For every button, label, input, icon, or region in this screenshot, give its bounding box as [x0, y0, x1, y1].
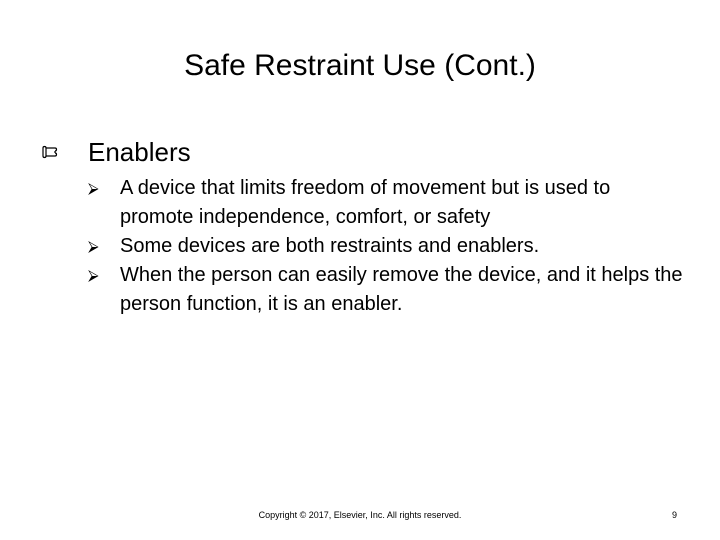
sub-bullet-item — [88, 232, 688, 261]
scroll-bullet-icon — [40, 145, 88, 159]
sub-bullet-text: Some devices are both restraints and enablers. — [120, 235, 540, 257]
sub-bullet-text: When the person can easily remove the device, and it helps the person function, it is an enabler. — [120, 264, 683, 315]
bullet-level1 — [40, 136, 191, 168]
arrow-bullet-icon: ⮚ — [88, 267, 99, 284]
arrow-bullet-icon: ⮚ — [88, 180, 99, 197]
page-number: 9 — [671, 510, 677, 520]
arrow-bullet-icon: ⮚ — [88, 238, 99, 255]
copyright-footer: Copyright © 2017, Elsevier, Inc. All rights reserved. — [258, 510, 462, 520]
sub-bullet-item — [88, 174, 688, 232]
slide-title: Safe Restraint Use (Cont.) — [184, 49, 536, 82]
bullet-level1-text: Enablers — [88, 137, 191, 167]
sub-bullet-text: A device that limits freedom of movement but is used to promote independence, comfort, or safety — [120, 177, 611, 228]
sub-bullet-list — [88, 174, 688, 319]
sub-bullet-item — [88, 261, 688, 319]
